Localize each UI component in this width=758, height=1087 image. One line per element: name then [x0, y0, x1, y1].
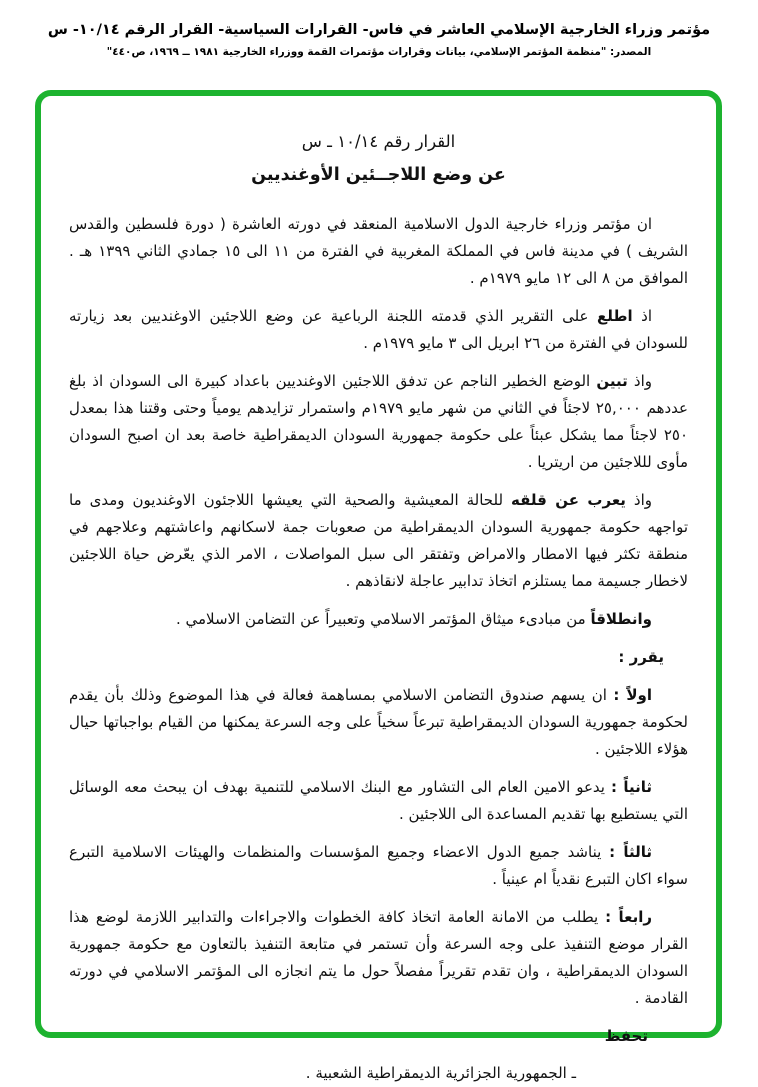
paragraph-operative-2: ثانياً : يدعو الامين العام الى التشاور مع البنك الاسلامي للتنمية بهدف ان يبحث معه الوسائل التي يستطيع بها تقديم المساعدة الى اللاجئين .: [69, 778, 688, 823]
header-source-line: [0, 46, 758, 58]
reservation-item: ـ الجمهورية الجزائرية الديمقراطية الشعبية .: [305, 1064, 576, 1082]
paragraph-operative-3: ثالثاً : يناشد جميع الدول الاعضاء وجميع المؤسسات والمنظمات والهيئات الاسلامية التبرع سواء اكان التبرع نقدياً ام عينياً .: [69, 843, 688, 888]
header-title: مؤتمر وزراء الخارجية الإسلامي العاشر في فاس- القرارات السياسية- القرار الرقم ١٠/١٤- س: [47, 22, 711, 38]
paragraph-preamble-2: اذ اطلع على التقرير الذي قدمته اللجنة الرباعية عن وضع اللاجئين الاوغنديين بعد زيارته للسودان في الفترة من ٢٦ ابريل الى ٣ مايو ١٩٧٩م .: [69, 307, 688, 352]
reservation-heading: تحفظ: [604, 1027, 648, 1045]
header-source-prefix: المصدر: "منظمة المؤتمر الإسلامي، بيانات وقرارات مؤتمرات القمة ووزراء الخارجية: [219, 46, 652, 58]
header-source-years: ١٩٦٩ ــ ١٩٨١: [153, 46, 220, 58]
document-frame: [35, 90, 722, 1082]
paragraph-preamble-4: واذ يعرب عن قلقه للحالة المعيشية والصحية التي يعيشها اللاجئون الاوغنديون ومدى ما تواجهه حكومة جمهورية السودان الديمقراطية من صعوبات جمة لاسكانهم واعاشتهم وعلاجهم في منطقة تكثر فيها الامطار والامراض وتفتقر الى سبل المواصلات ، الامر الذي يعّرض حياة اللاجئين لاخطار جسيمة مما يستلزم اتخاذ تدابير عاجلة لانقاذهم .: [69, 491, 688, 590]
paragraph-decides: يقرر :: [618, 648, 664, 666]
paragraph-operative-1: اولاً : ان يسهم صندوق التضامن الاسلامي بمساهمة فعالة في هذا الموضوع وذلك بأن يقدم لحكومة جمهورية السودان الديمقراطية تبرعاً سخياً على وجه السرعة يمكنها من القيام بواجباتها حيال هؤلاء اللاجئين .: [69, 686, 688, 758]
paragraph-preamble-1: ان مؤتمر وزراء خارجية الدول الاسلامية المنعقد في دورته العاشرة ( دورة فلسطين والقدس الشريف ) في مدينة فاس في المملكة المغربية في الفترة من ١١ الى ١٥ جمادي الثاني ١٣٩٩ هـ . الموافق من ٨ الى ١٢ مايو ١٩٧٩م .: [69, 215, 688, 287]
resolution-subject-title: عن وضع اللاجــئين الأوغنديين: [251, 165, 506, 185]
header-source-suffix: ، ص٤٤٠": [106, 46, 154, 58]
resolution-number-title: القرار رقم ١٠/١٤ ـ س: [301, 132, 456, 151]
paragraph-preamble-3: واذ تبين الوضع الخطير الناجم عن تدفق اللاجئين الاوغنديين باعداد كبيرة الى السودان اذ بلغ عددهم ٢٥,٠٠٠ لاجئاً في الثاني من شهر مايو ١٩٧٩م واستمرار تزايدهم يومياً وحتى وقتنا هذا بمعدل ٢٥٠ لاجئاً مما يشكل عبئاً على حكومة جمهورية السودان الديمقراطية خاصة بعد ان اصبح السودان مأوى لللاجئين من اريتريا .: [69, 372, 688, 471]
paragraph-preamble-5: وانطلاقاً من مبادىء ميثاق المؤتمر الاسلامي وتعبيراً عن التضامن الاسلامي .: [175, 610, 652, 628]
paragraph-operative-4: رابعاً : يطلب من الامانة العامة اتخاذ كافة الخطوات والاجراءات والتدابير اللازمة لوضع هذا القرار موضع التنفيذ على وجه السرعة وأن تستمر في متابعة التنفيذ بالتعاون مع حكومة جمهورية السودان الديمقراطية ، وان تقدم تقريراً مفصلاً حول ما يتم انجازه الى المؤتمر الاسلامي في دورته القادمة .: [69, 908, 688, 1007]
page-header: [0, 22, 758, 58]
